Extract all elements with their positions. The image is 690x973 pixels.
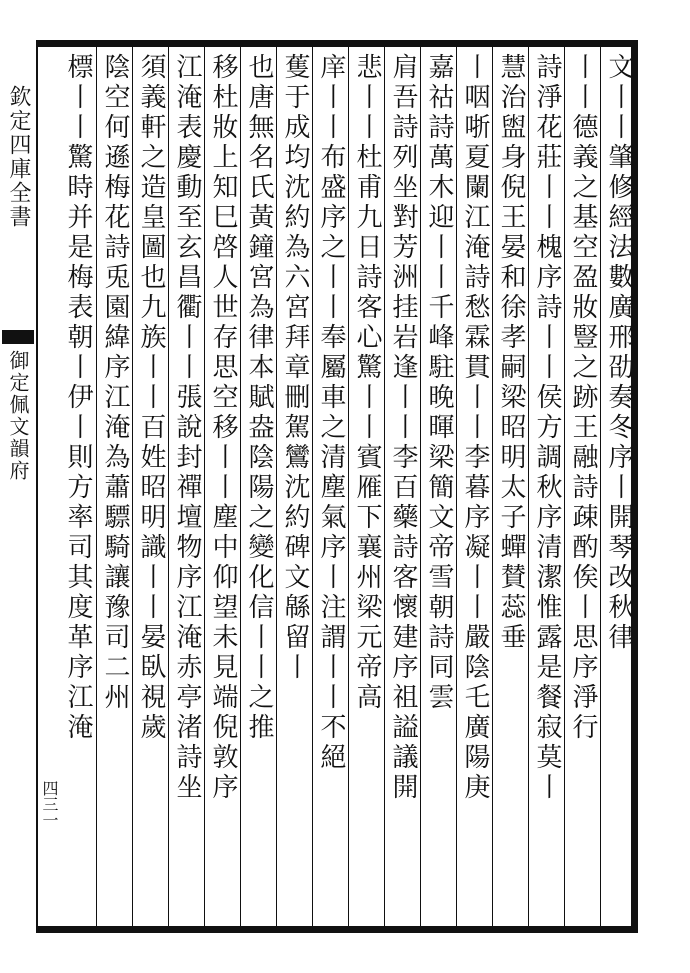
column-text: 陰空何遜梅花詩兎園緯序江淹為蕭驃騎讓豫司二州 — [100, 53, 130, 713]
text-column — [60, 47, 96, 927]
column-text: 丨丨德義之基空盈妝豎之跡王融詩疎酌俟丨思序淨行 — [568, 53, 598, 743]
text-column — [384, 47, 420, 927]
column-text: 慧治盥身倪王晏和徐孝嗣梁昭明太子蟬賛蕊垂 — [496, 53, 526, 653]
column-text: 詩淨花莊丨丨槐序詩丨丨侯方調秋序清潔惟露是餐寂莫丨 — [532, 53, 562, 803]
text-column — [276, 47, 312, 927]
text-column — [492, 47, 528, 927]
text-column — [528, 47, 564, 927]
column-text: 肩吾詩列坐對芳洲挂岩逢丨丨李百藥詩客懷建序祖謚議開 — [388, 53, 418, 803]
text-column — [348, 47, 384, 927]
page-number: 四三一 — [40, 780, 59, 828]
text-column — [600, 47, 636, 927]
column-text: 丨咽哳夏闌江淹詩愁霖貫丨丨李暮序凝丨丨嚴陰乇廣陽庚 — [460, 53, 490, 803]
column-text: 嘉祜詩萬木迎丨丨千峰駐晚暉梁簡文帝雪朝詩同雲 — [424, 53, 454, 713]
left-margin — [0, 40, 59, 933]
text-column — [132, 47, 168, 927]
text-column — [240, 47, 276, 927]
column-text: 移杜妝上知巳啓人世存思空移丨丨塵中仰望未見端倪敦序 — [208, 53, 238, 803]
column-text: 標丨丨驚時并是梅表朝丨伊丨則方率司其度革序江淹 — [63, 53, 93, 743]
collection-title: 欽定四庫全書 — [6, 85, 31, 229]
column-text: 須義軒之造皇圖也九族丨丨百姓昭明識丨丨晏臥視歲 — [136, 53, 166, 743]
text-column — [96, 47, 132, 927]
text-column — [168, 47, 204, 927]
column-text: 也唐無名氏黃鐘宮為律本賦盎陰陽之變化信丨丨之推 — [244, 53, 274, 743]
column-text: 悲丨丨杜甫九日詩客心驚丨丨賓雁下襄州梁元帝高 — [352, 53, 382, 713]
column-text: 江淹表慶動至玄昌衢丨丨張說封禪壇物序江淹赤亭渚詩坐 — [172, 53, 202, 803]
text-column — [204, 47, 240, 927]
text-column — [312, 47, 348, 927]
column-text: 文丨丨肇修經法數廣邢劭奏冬序丨開琴改秋律 — [604, 53, 634, 653]
text-column — [456, 47, 492, 927]
column-text: 蒦于成均沈約為六宮拜章刪駕鸞沈約碑文緜留丨 — [280, 53, 310, 683]
text-column — [564, 47, 600, 927]
column-text: 庠丨丨布盛序之丨丨奉屬車之清塵氣序丨注謂丨丨不絕 — [316, 53, 346, 773]
text-column — [420, 47, 456, 927]
margin-divider — [2, 330, 34, 344]
book-title: 御定佩文韻府 — [6, 350, 30, 482]
